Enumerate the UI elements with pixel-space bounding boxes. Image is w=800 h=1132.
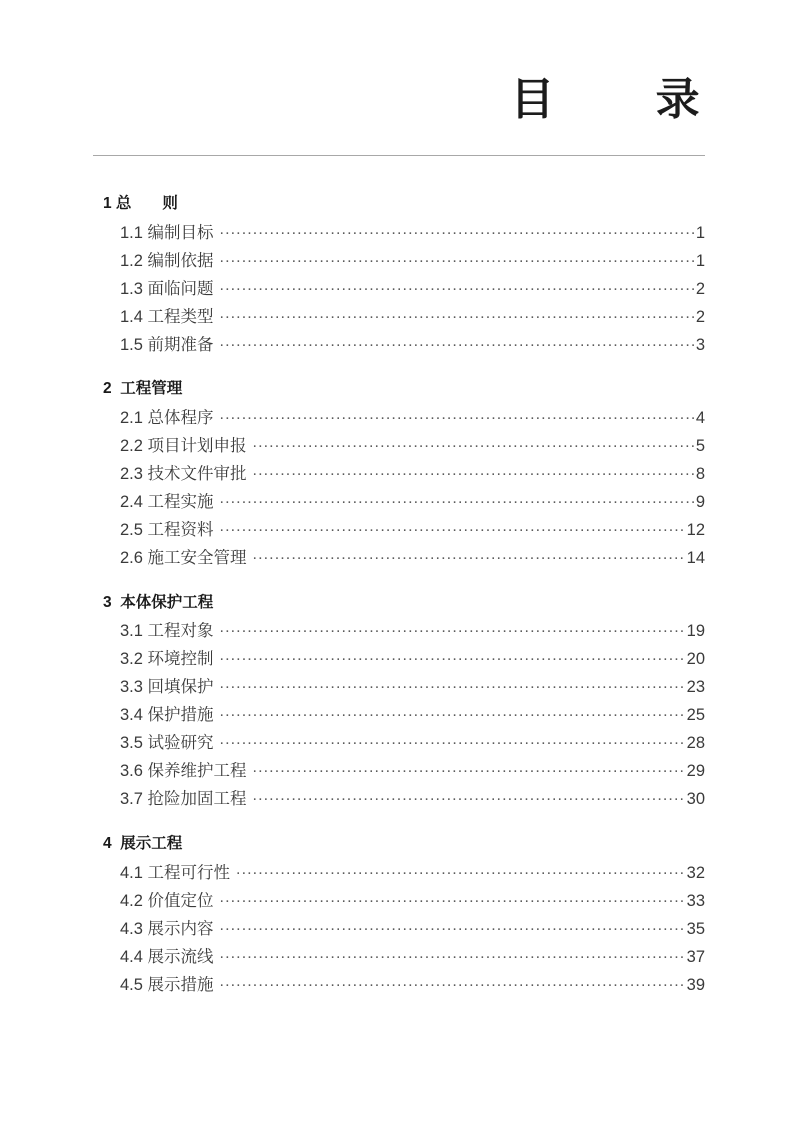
toc-entry-label: 2.1 总体程序 (120, 409, 214, 427)
toc-entry[interactable] (103, 333, 705, 361)
toc-entry[interactable] (103, 491, 705, 519)
toc-entry-label: 4.5 展示措施 (120, 975, 214, 994)
toc-entry-page-number: 30 (686, 790, 705, 809)
toc-entry-label: 1.1 编制目标 (120, 223, 214, 242)
toc-leader-dots (253, 547, 686, 564)
toc-leader-dots (253, 788, 686, 805)
toc-entry-page-number: 28 (686, 734, 705, 753)
toc-entry-page-number: 2 (695, 307, 705, 326)
toc-section-4 (103, 832, 705, 1001)
toc-entry-label: 3.4 保护措施 (120, 706, 214, 725)
toc-entry-label: 1.3 面临问题 (120, 279, 214, 298)
toc-entry-page-number: 2 (695, 279, 705, 298)
toc-entry[interactable] (103, 620, 705, 648)
toc-entry[interactable] (103, 519, 705, 547)
page-title: 目 录 (510, 75, 704, 124)
toc-entry-label: 2.5 工程资料 (120, 521, 214, 539)
toc-entry[interactable] (103, 861, 705, 889)
toc-entry-page-number: 5 (695, 437, 705, 455)
toc-entry-page-number: 1 (695, 223, 705, 242)
toc-entry-label: 3.7 抢险加固工程 (120, 790, 247, 809)
toc-entry-page-number: 4 (695, 409, 705, 427)
title-divider (93, 155, 705, 156)
table-of-contents (103, 192, 705, 1001)
toc-entry-page-number: 9 (695, 493, 705, 511)
toc-entry-page-number: 12 (686, 521, 705, 539)
toc-entry-page-number: 33 (686, 891, 705, 910)
toc-entry[interactable] (103, 648, 705, 676)
toc-leader-dots (220, 407, 695, 424)
toc-entry[interactable] (103, 277, 705, 305)
toc-section-1 (103, 192, 705, 361)
toc-entry[interactable] (103, 435, 705, 463)
toc-leader-dots (220, 333, 695, 350)
toc-entry-label: 3.6 保养维护工程 (120, 762, 247, 781)
toc-entry-label: 2.3 技术文件审批 (120, 465, 247, 483)
toc-entry-label: 3.3 回填保护 (120, 678, 214, 697)
toc-leader-dots (220, 945, 686, 962)
toc-leader-dots (220, 973, 686, 990)
toc-entry[interactable] (103, 732, 705, 760)
toc-entry[interactable] (103, 407, 705, 435)
toc-entry[interactable] (103, 945, 705, 973)
toc-section-2 (103, 377, 705, 574)
toc-entry-label: 3.2 环境控制 (120, 650, 214, 669)
toc-entry-page-number: 35 (686, 919, 705, 938)
toc-entry-page-number: 1 (695, 251, 705, 270)
toc-leader-dots (220, 917, 686, 934)
toc-leader-dots (220, 732, 686, 749)
toc-leader-dots (253, 463, 695, 480)
toc-entry-label: 2.2 项目计划申报 (120, 437, 247, 455)
toc-entry-page-number: 29 (686, 762, 705, 781)
toc-entry[interactable] (103, 547, 705, 575)
toc-section-heading[interactable]: 2 工程管理 (103, 380, 183, 398)
toc-leader-dots (236, 861, 686, 878)
toc-leader-dots (220, 519, 686, 536)
toc-entry[interactable] (103, 249, 705, 277)
toc-entry-page-number: 19 (686, 622, 705, 641)
toc-entry-page-number: 20 (686, 650, 705, 669)
toc-leader-dots (220, 277, 695, 294)
toc-leader-dots (220, 648, 686, 665)
toc-section-heading[interactable]: 3 本体保护工程 (103, 593, 214, 611)
toc-entry[interactable] (103, 305, 705, 333)
toc-entry-label: 3.5 试验研究 (120, 734, 214, 753)
toc-entry-label: 4.1 工程可行性 (120, 863, 231, 882)
toc-entry-page-number: 39 (686, 975, 705, 994)
toc-entry[interactable] (103, 889, 705, 917)
toc-leader-dots (220, 221, 695, 238)
toc-entry-page-number: 23 (686, 678, 705, 697)
toc-entry[interactable] (103, 704, 705, 732)
toc-entry-label: 3.1 工程对象 (120, 622, 214, 641)
toc-entry[interactable] (103, 973, 705, 1001)
toc-leader-dots (220, 676, 686, 693)
toc-entry-label: 2.6 施工安全管理 (120, 549, 247, 567)
toc-entry[interactable] (103, 917, 705, 945)
toc-section-3 (103, 591, 705, 816)
toc-leader-dots (220, 620, 686, 637)
toc-leader-dots (220, 249, 695, 266)
toc-entry[interactable] (103, 788, 705, 816)
toc-section-heading[interactable]: 4 展示工程 (103, 834, 183, 852)
toc-leader-dots (220, 704, 686, 721)
toc-entry[interactable] (103, 676, 705, 704)
toc-entry-page-number: 37 (686, 947, 705, 966)
toc-entry-page-number: 8 (695, 465, 705, 483)
toc-entry-page-number: 3 (695, 335, 705, 354)
toc-leader-dots (253, 435, 695, 452)
toc-entry[interactable] (103, 221, 705, 249)
toc-entry-label: 4.4 展示流线 (120, 947, 214, 966)
toc-entry-label: 2.4 工程实施 (120, 493, 214, 511)
toc-leader-dots (220, 305, 695, 322)
toc-section-heading[interactable]: 1 总 则 (103, 195, 178, 212)
toc-entry-label: 1.5 前期准备 (120, 335, 214, 354)
toc-leader-dots (253, 760, 686, 777)
toc-leader-dots (220, 889, 686, 906)
toc-entry[interactable] (103, 463, 705, 491)
toc-entry-page-number: 14 (686, 549, 705, 567)
toc-entry-page-number: 32 (686, 863, 705, 882)
toc-entry-label: 1.4 工程类型 (120, 307, 214, 326)
toc-entry-label: 4.3 展示内容 (120, 919, 214, 938)
toc-entry-page-number: 25 (686, 706, 705, 725)
toc-entry-label: 4.2 价值定位 (120, 891, 214, 910)
toc-entry[interactable] (103, 760, 705, 788)
toc-leader-dots (220, 491, 695, 508)
toc-entry-label: 1.2 编制依据 (120, 251, 214, 270)
